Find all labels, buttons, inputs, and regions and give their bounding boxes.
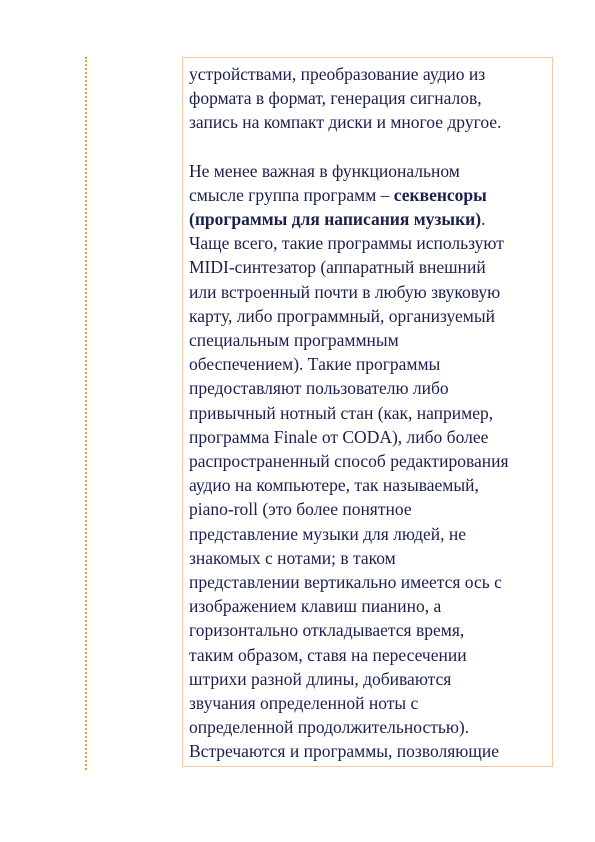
paragraph-1: устройствами, преобразование аудио из формата в формат, генерация сигналов, запись на компакт диски и многое другое.	[189, 64, 502, 133]
text-frame	[182, 57, 553, 767]
paragraph-2	[189, 159, 552, 764]
paragraph-2-bold-term: секвенсоры (программы для написания музыки)	[189, 184, 487, 230]
paragraph-2-rest: . Чаще всего, такие программы используют MIDI-синтезатор (аппаратный внешний или встроенный почти в любую звуковую карту, либо программный, организуемый специальным программным обеспечением). Такие программы предоставляют пользователю либо привычный нотный стан (как, например, программа Finale от CODA), либо более распространенный способ редактирования аудио на компьютере, так называемый, piano-roll (это более понятное представление музыки для людей, не знакомых с нотами; в таком представлении вертикально имеется ось с изображением клавиш пианино, а горизонтально откладывается время, таким образом, ставя на пересечении штрихи разной длины, добиваются звучания определенной ноты с определенной продолжительностью). Встречаются и программы, позволяющие	[189, 209, 509, 762]
paragraph-2-lead: Не менее важная в функциональном смысле группа программ –	[189, 160, 460, 205]
margin-rule	[85, 57, 87, 770]
